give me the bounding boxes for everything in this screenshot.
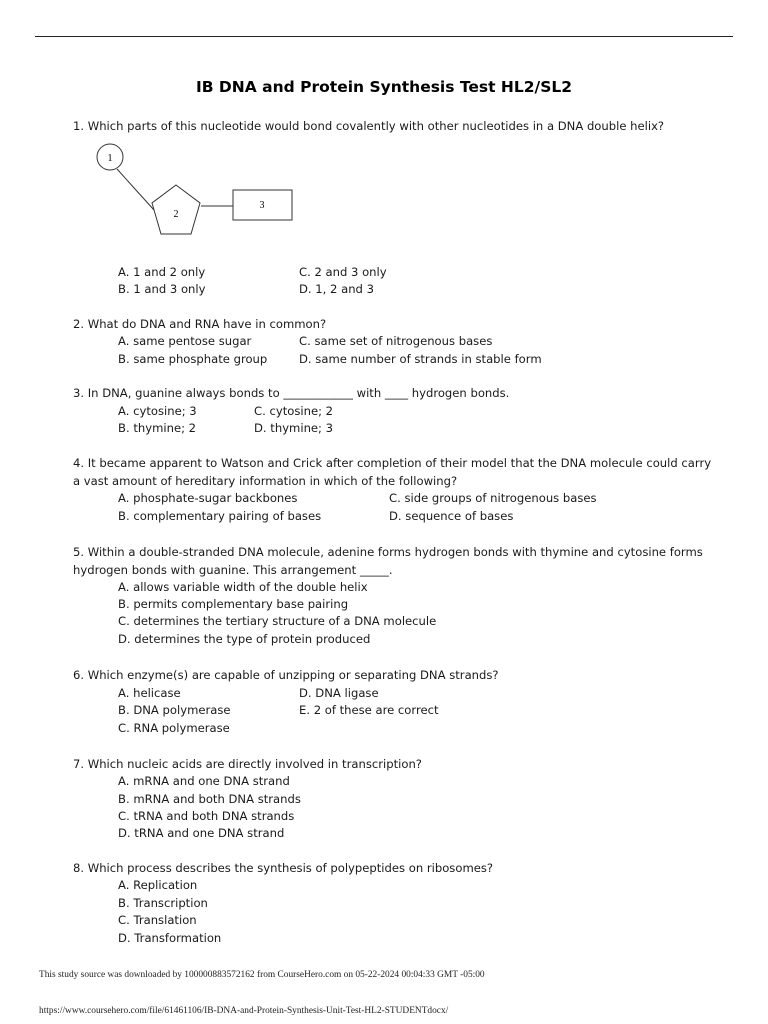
q8-option-b: B. Transcription (118, 896, 208, 910)
q5-option-c: C. determines the tertiary structure of a DNA molecule (118, 614, 437, 628)
q2-option-b: B. same phosphate group (118, 352, 268, 366)
q5-option-a: A. allows variable width of the double helix (118, 580, 368, 594)
question-1-text: 1. Which parts of this nucleotide would bond covalently with other nucleotides in a DNA double helix? (73, 119, 665, 133)
diagram-label-3: 3 (259, 200, 265, 211)
q3-option-c: C. cytosine; 2 (254, 404, 334, 418)
q3-option-a: A. cytosine; 3 (118, 404, 197, 418)
download-notice: This study source was downloaded by 100000883572162 from CourseHero.com on 05-22-2024 00:04:33 GMT -05:00 (39, 970, 485, 980)
q1-option-c: C. 2 and 3 only (299, 265, 387, 279)
q8-option-c: C. Translation (118, 913, 197, 927)
q1-option-d: D. 1, 2 and 3 (299, 282, 374, 296)
page-title: IB DNA and Protein Synthesis Test HL2/SL2 (195, 78, 573, 96)
q2-option-a: A. same pentose sugar (118, 334, 252, 348)
question-3-text: 3. In DNA, guanine always bonds to ____________ with ____ hydrogen bonds. (73, 386, 510, 400)
q3-option-b: B. thymine; 2 (118, 421, 197, 435)
q4-option-d: D. sequence of bases (389, 509, 514, 523)
question-6-text: 6. Which enzyme(s) are capable of unzipping or separating DNA strands? (73, 668, 499, 682)
q4-option-b: B. complementary pairing of bases (118, 509, 322, 523)
q4-option-c: C. side groups of nitrogenous bases (389, 491, 597, 505)
diagram-label-1: 1 (107, 153, 113, 164)
source-url[interactable]: https://www.coursehero.com/file/61461106/IB-DNA-and-Protein-Synthesis-Unit-Test-HL2-STUDENTdocx/ (39, 1006, 449, 1016)
q5-option-d: D. determines the type of protein produced (118, 632, 371, 646)
diagram-label-2: 2 (173, 209, 179, 220)
question-5-text: 5. Within a double-stranded DNA molecule, adenine forms hydrogen bonds with thymine and cytosine forms hydrogen bonds with guanine. This arrangement _____. (73, 545, 703, 577)
q4-option-a: A. phosphate-sugar backbones (118, 491, 298, 505)
q7-option-a: A. mRNA and one DNA strand (118, 774, 290, 788)
q6-option-e: E. 2 of these are correct (299, 703, 439, 717)
q7-option-b: B. mRNA and both DNA strands (118, 792, 301, 806)
top-rule (35, 36, 733, 37)
q8-option-d: D. Transformation (118, 931, 222, 945)
q2-option-c: C. same set of nitrogenous bases (299, 334, 493, 348)
q8-option-a: A. Replication (118, 878, 198, 892)
q3-option-d: D. thymine; 3 (254, 421, 334, 435)
nucleotide-diagram (92, 140, 302, 240)
bond-line-1-2 (117, 169, 154, 210)
question-4-text: 4. It became apparent to Watson and Crick after completion of their model that the DNA molecule could carry a vast amount of hereditary information in which of the following? (73, 456, 712, 488)
q6-option-c: C. RNA polymerase (118, 721, 230, 735)
q1-option-a: A. 1 and 2 only (118, 265, 206, 279)
question-7-text: 7. Which nucleic acids are directly involved in transcription? (73, 757, 422, 771)
question-8-text: 8. Which process describes the synthesis of polypeptides on ribosomes? (73, 861, 494, 875)
q6-option-d: D. DNA ligase (299, 686, 379, 700)
question-2-text: 2. What do DNA and RNA have in common? (73, 317, 327, 331)
q6-option-a: A. helicase (118, 686, 181, 700)
q1-option-b: B. 1 and 3 only (118, 282, 206, 296)
q5-option-b: B. permits complementary base pairing (118, 597, 349, 611)
q7-option-c: C. tRNA and both DNA strands (118, 809, 295, 823)
q2-option-d: D. same number of strands in stable form (299, 352, 542, 366)
q7-option-d: D. tRNA and one DNA strand (118, 826, 285, 840)
q6-option-b: B. DNA polymerase (118, 703, 231, 717)
